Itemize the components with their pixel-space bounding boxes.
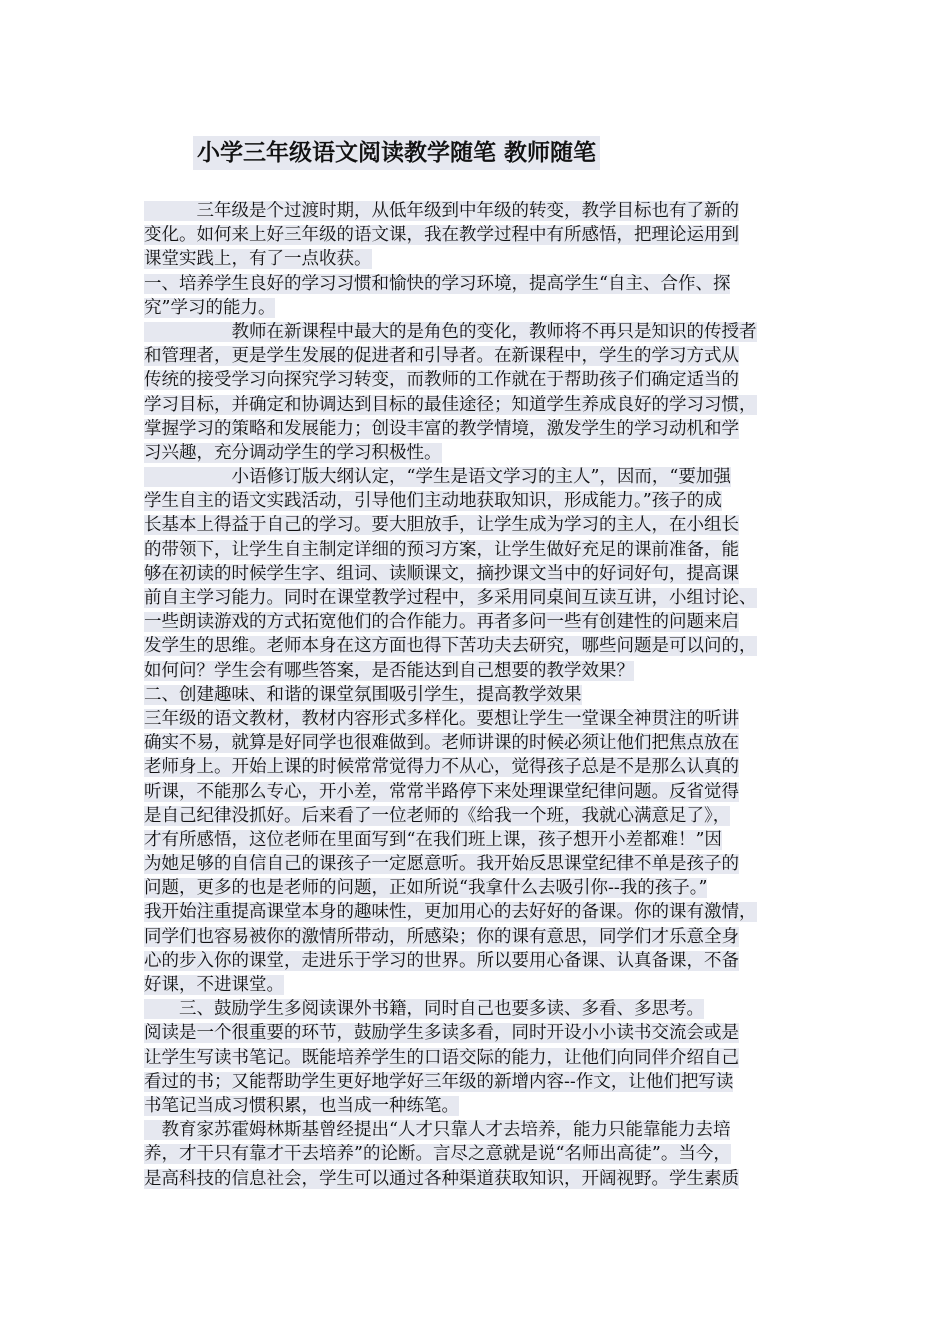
text-line-content: 变化。如何来上好三年级的语文课，我在教学过程中有所感悟，把理论运用到: [144, 225, 739, 246]
text-line: [144, 997, 834, 1021]
text-line: [144, 731, 834, 755]
text-line: [144, 973, 834, 997]
text-line-content: 听课，不能那么专心，开小差，常常半路停下来处理课堂纪律问题。反省觉得: [144, 781, 739, 802]
text-line-content: 传统的接受学习向探究学习转变，而教师的工作就在于帮助孩子们确定适当的: [144, 370, 739, 391]
text-line: [144, 393, 834, 417]
text-line: [144, 949, 834, 973]
text-line-content: 习兴趣，充分调动学生的学习积极性。: [144, 442, 442, 463]
text-line-content: 老师身上。开始上课的时候常常觉得力不从心，觉得孩子总是不是那么认真的: [144, 757, 739, 778]
text-line: [144, 1142, 834, 1166]
text-line-content: 的带领下，让学生自主制定详细的预习方案，让学生做好充足的课前准备，能: [144, 539, 739, 560]
text-line-content: 问题，更多的也是老师的问题，正如所说“我拿什么去吸引你--我的孩子。”: [144, 878, 708, 899]
text-line: [144, 1118, 834, 1142]
text-line: [144, 296, 834, 320]
text-line: [144, 780, 834, 804]
text-line: [144, 489, 834, 513]
text-line: [144, 465, 834, 489]
text-line: [144, 247, 834, 271]
text-line: [144, 320, 834, 344]
text-line-content: 一、培养学生良好的学习习惯和愉快的学习环境，提高学生“自主、合作、探: [144, 273, 731, 294]
text-line: [144, 852, 834, 876]
text-line: [144, 828, 834, 852]
text-line: [144, 586, 834, 610]
text-line-content: 为她足够的自信自己的课孩子一定愿意听。我开始反思课堂纪律不单是孩子的: [144, 854, 739, 875]
text-line: [144, 417, 834, 441]
text-line-content: 课堂实践上，有了一点收获。: [144, 249, 372, 270]
text-line-content: 三、鼓励学生多阅读课外书籍，同时自己也要多读、多看、多思考。: [144, 999, 704, 1020]
text-line-content: 学生自主的语文实践活动，引导他们主动地获取知识，形成能力。”孩子的成: [144, 491, 722, 512]
text-line-content: 我开始注重提高课堂本身的趣味性，更加用心的去好好的备课。你的课有激情，: [144, 902, 757, 923]
text-line: [144, 925, 834, 949]
text-line-content: 究”学习的能力。: [144, 297, 276, 318]
text-line-content: 三年级是个过渡时期，从低年级到中年级的转变，教学目标也有了新的: [144, 201, 739, 221]
text-line: [144, 199, 834, 223]
text-line: [144, 1094, 834, 1118]
text-line-content: 确实不易，就算是好同学也很难做到。老师讲课的时候必须让他们把焦点放在: [144, 733, 739, 754]
text-line: [144, 344, 834, 368]
text-line-content: 三年级的语文教材，教材内容形式多样化。要想让学生一堂课全神贯注的听讲: [144, 708, 739, 729]
text-line-content: 教师在新课程中最大的是角色的变化，教师将不再只是知识的传授者: [144, 321, 757, 342]
text-line-content: 才有所感悟，这位老师在里面写到“在我们班上课，孩子想开小差都难！”因: [144, 829, 722, 850]
text-line-content: 发学生的思维。老师本身在这方面也得下苦功夫去研究，哪些问题是可以问的，: [144, 636, 757, 657]
text-line: [144, 562, 834, 586]
text-line: [144, 900, 834, 924]
text-line-content: 养，才干只有靠才干去培养”的论断。言尽之意就是说“名师出高徒”。当今，: [144, 1144, 731, 1165]
text-line-content: 学习目标，并确定和协调达到目标的最佳途径；知道学生养成良好的学习习惯，: [144, 394, 757, 415]
text-line-content: 一些朗读游戏的方式拓宽他们的合作能力。再者多问一些有创建性的问题来启: [144, 612, 739, 633]
text-line: [144, 538, 834, 562]
text-line: [144, 804, 834, 828]
text-line: [144, 634, 834, 658]
text-line: [144, 1167, 834, 1191]
text-line-content: 阅读是一个很重要的环节，鼓励学生多读多看，同时开设小小读书交流会或是: [144, 1023, 739, 1044]
text-line: [144, 1070, 834, 1094]
text-line-content: 如何问？学生会有哪些答案，是否能达到自己想要的教学效果？: [144, 660, 634, 681]
text-line: [144, 755, 834, 779]
text-line-content: 好课，不进课堂。: [144, 975, 284, 995]
text-line: [144, 707, 834, 731]
text-line-content: 同学们也容易被你的激情所带动，所感染；你的课有意思，同学们才乐意全身: [144, 926, 739, 947]
document-title: 小学三年级语文阅读教学随笔 教师随笔: [193, 136, 600, 170]
text-line-content: 二、创建趣味、和谐的课堂氛围吸引学生，提高教学效果: [144, 684, 582, 705]
text-line: [144, 441, 834, 465]
text-line-content: 小语修订版大纲认定，“学生是语文学习的主人”，因而，“要加强: [144, 467, 731, 488]
text-line-content: 是自己纪律没抓好。后来看了一位老师的《给我一个班，我就心满意足了》，: [144, 805, 731, 826]
text-line: [144, 876, 834, 900]
document-body: [144, 199, 834, 1191]
text-line: [144, 368, 834, 392]
text-line: [144, 610, 834, 634]
text-line-content: 心的步入你的课堂，走进乐于学习的世界。所以要用心备课、认真备课，不备: [144, 950, 739, 971]
text-line-content: 和管理者，更是学生发展的促进者和引导者。在新课程中，学生的学习方式从: [144, 346, 739, 367]
text-line: [144, 659, 834, 683]
text-line: [144, 1021, 834, 1045]
text-line-content: 够在初读的时候学生字、组词、读顺课文，摘抄课文当中的好词好句，提高课: [144, 563, 739, 584]
text-line: [144, 513, 834, 537]
text-line-content: 长基本上得益于自己的学习。要大胆放手，让学生成为学习的主人，在小组长: [144, 515, 739, 536]
text-line: [144, 1046, 834, 1070]
text-line-content: 教育家苏霍姆林斯基曾经提出“人才只靠人才去培养，能力只能靠能力去培: [144, 1120, 731, 1141]
text-line-content: 看过的书；又能帮助学生更好地学好三年级的新增内容--作文，让他们把写读: [144, 1071, 734, 1092]
text-line-content: 是高科技的信息社会，学生可以通过各种渠道获取知识，开阔视野。学生素质: [144, 1168, 739, 1189]
text-line: [144, 272, 834, 296]
text-line-content: 掌握学习的策略和发展能力；创设丰富的教学情境，激发学生的学习动机和学: [144, 418, 739, 439]
text-line-content: 前自主学习能力。同时在课堂教学过程中，多采用同桌间互读互讲，小组讨论、: [144, 588, 757, 608]
text-line: [144, 223, 834, 247]
text-line-content: 书笔记当成习惯积累，也当成一种练笔。: [144, 1095, 459, 1116]
text-line-content: 让学生写读书笔记。既能培养学生的口语交际的能力，让他们向同伴介绍自己: [144, 1047, 739, 1068]
text-line: [144, 683, 834, 707]
